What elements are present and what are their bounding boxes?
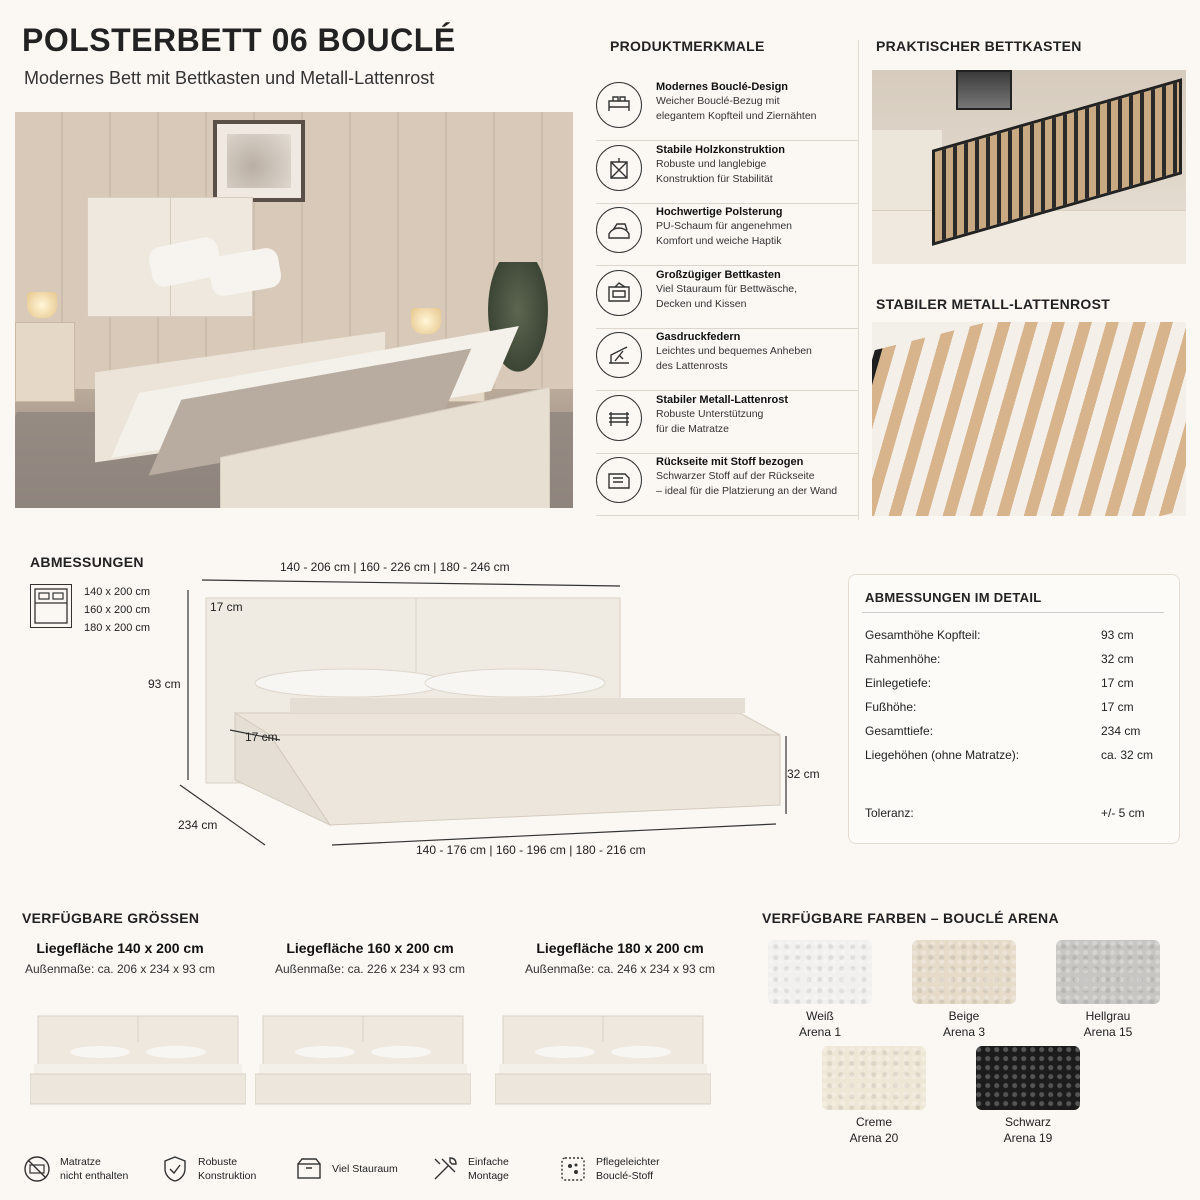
feature-item [596, 393, 858, 449]
detail-value: ca. 32 cm [1101, 748, 1154, 762]
storage-box-icon [596, 270, 642, 316]
feature-item [596, 205, 858, 261]
bettkasten-heading: PRAKTISCHER BETTKASTEN [876, 38, 1082, 54]
feature-text [656, 268, 797, 312]
color-swatch[interactable] [912, 940, 1016, 1004]
sizes-heading: VERFÜGBARE GRÖSSEN [22, 910, 200, 926]
feature-desc-line: Viel Stauraum für Bettwäsche, [656, 282, 798, 295]
footer-item [22, 1154, 128, 1184]
lattenrost-heading: STABILER METALL-LATTENROST [876, 296, 1111, 312]
feature-item [596, 268, 858, 324]
box-icon [294, 1154, 324, 1184]
feature-desc-line: Komfort und weiche Haptik [656, 235, 782, 247]
feature-text [656, 205, 792, 249]
detail-row [865, 676, 1165, 690]
feature-desc-line: Robuste Unterstützung [656, 407, 764, 420]
feature-text [656, 330, 812, 374]
size-title: Liegefläche 140 x 200 cm [36, 940, 204, 956]
color-name: Schwarz [1004, 1115, 1051, 1129]
size-outer-dims: Außenmaße: ca. 246 x 234 x 93 cm [524, 962, 716, 976]
size-outer-dims: Außenmaße: ca. 206 x 234 x 93 cm [24, 962, 216, 976]
feature-desc-line: für die Matratze [656, 422, 729, 435]
feature-title: Stabiler Metall-Lattenrost [656, 393, 789, 406]
detail-label: Rahmenhöhe: [865, 652, 941, 666]
feature-title: Modernes Bouclé-Design [656, 81, 789, 93]
feature-item [596, 330, 858, 386]
detail-row [865, 748, 1165, 762]
detail-row [865, 652, 1165, 666]
features-heading: PRODUKTMERKMALE [610, 38, 765, 54]
color-label [750, 1008, 890, 1040]
depth-label: 234 cm [178, 818, 218, 832]
color-code: Arena 15 [1083, 1025, 1133, 1039]
size-card [505, 940, 735, 976]
feature-text [656, 455, 837, 499]
feature-text [656, 80, 817, 124]
frame-height-label: 32 cm [787, 767, 820, 781]
feature-title: Hochwertige Polsterung [656, 206, 783, 218]
bed-design-icon [596, 82, 642, 128]
dimension-size-list [84, 583, 150, 637]
gas-spring-icon [596, 332, 642, 378]
size-bed-image [255, 1012, 471, 1106]
size-title: Liegefläche 160 x 200 cm [286, 940, 454, 956]
fabric-icon [558, 1154, 588, 1184]
color-label [804, 1114, 944, 1146]
feature-desc-line: Decken und Kissen [656, 297, 747, 310]
feature-desc-line: Konstruktion für Stabilität [656, 172, 773, 185]
color-name: Weiß [806, 1009, 834, 1023]
detail-heading: ABMESSUNGEN IM DETAIL [865, 590, 1042, 605]
lattenrost-photo [872, 322, 1186, 516]
bed-size-icon [30, 584, 72, 628]
color-code: Arena 1 [798, 1025, 842, 1039]
footer-item [430, 1154, 509, 1184]
feature-item [596, 80, 858, 136]
detail-row [865, 724, 1165, 738]
size-bed-image [495, 1012, 711, 1106]
color-swatch[interactable] [1056, 940, 1160, 1004]
footer-text: Einfache Montage [468, 1156, 509, 1182]
feature-desc-line: Schwarzer Stoff auf der Rückseite [656, 470, 815, 482]
no-mattress-icon [22, 1154, 52, 1184]
color-name: Beige [948, 1009, 980, 1023]
detail-value: 32 cm [1101, 652, 1134, 666]
feature-title: Rückseite mit Stoff bezogen [656, 456, 804, 468]
tools-icon [430, 1154, 460, 1184]
detail-value: 17 cm [1101, 700, 1134, 714]
color-swatch[interactable] [976, 1046, 1080, 1110]
detail-label: Gesamthöhe Kopfteil: [865, 628, 981, 642]
detail-value: 93 cm [1101, 628, 1134, 642]
slatted-frame-icon [596, 395, 642, 441]
bettkasten-photo [872, 70, 1186, 264]
feature-desc-line: PU-Schaum für angenehmen [656, 220, 792, 232]
footer-text: Pflegeleichter Bouclé-Stoff [596, 1156, 660, 1182]
size-item: 160 x 200 cm [84, 604, 151, 616]
detail-row [865, 628, 1165, 642]
size-item: 140 x 200 cm [84, 586, 151, 598]
divider [858, 40, 859, 520]
detail-label: Gesamttiefe: [865, 724, 934, 738]
bottom-width-label: 140 - 176 cm | 160 - 196 cm | 180 - 216 cm [416, 843, 646, 857]
detail-label: Liegehöhen (ohne Matratze): [865, 748, 1020, 762]
cushion-icon [596, 207, 642, 253]
detail-value: 234 cm [1101, 724, 1141, 738]
color-code: Arena 3 [942, 1025, 986, 1039]
feature-title: Gasdruckfedern [656, 331, 741, 343]
feature-title: Stabile Holzkonstruktion [656, 143, 785, 156]
color-swatch[interactable] [822, 1046, 926, 1110]
size-title: Liegefläche 180 x 200 cm [536, 940, 704, 956]
feature-desc-line: elegantem Kopfteil und Ziernähten [656, 110, 817, 122]
footer-item [160, 1154, 256, 1184]
size-card [255, 940, 485, 976]
color-name: Creme [855, 1115, 892, 1129]
color-label [1038, 1008, 1178, 1040]
feature-text [656, 143, 785, 187]
feature-item [596, 455, 858, 511]
detail-row [865, 700, 1165, 714]
height-label: 93 cm [148, 677, 181, 691]
shield-check-icon [160, 1154, 190, 1184]
color-label [958, 1114, 1098, 1146]
colors-heading: VERFÜGBARE FARBEN – BOUCLÉ ARENA [762, 910, 1059, 926]
color-name: Hellgrau [1085, 1009, 1131, 1023]
feature-desc-line: Weicher Bouclé-Bezug mit [656, 95, 780, 107]
feature-text [656, 393, 788, 437]
feature-desc-line: – ideal für die Platzierung an der Wand [656, 485, 838, 497]
size-item: 180 x 200 cm [84, 622, 151, 634]
footer-item [294, 1154, 398, 1184]
color-code: Arena 20 [849, 1131, 899, 1145]
size-card [5, 940, 235, 976]
footer-text: Robuste Konstruktion [198, 1156, 257, 1182]
wood-frame-icon [596, 145, 642, 191]
feature-item [596, 143, 858, 199]
size-outer-dims: Außenmaße: ca. 226 x 234 x 93 cm [274, 962, 466, 976]
detail-value: 17 cm [1101, 676, 1134, 690]
tolerance-row [865, 806, 1165, 820]
color-code: Arena 19 [1003, 1131, 1053, 1145]
color-label [894, 1008, 1034, 1040]
dimension-lines [170, 560, 810, 870]
detail-divider [862, 612, 1164, 613]
footer-text: Viel Stauraum [332, 1163, 398, 1175]
color-swatch[interactable] [768, 940, 872, 1004]
detail-label: Fußhöhe: [865, 700, 917, 714]
tolerance-value: +/- 5 cm [1101, 806, 1145, 820]
page-subtitle: Modernes Bett mit Bettkasten und Metall-Lattenrost [24, 68, 435, 88]
size-bed-image [30, 1012, 246, 1106]
fabric-back-icon [596, 457, 642, 503]
feature-desc-line: Leichtes und bequemes Anheben [656, 345, 812, 357]
top-width-label: 140 - 206 cm | 160 - 226 cm | 180 - 246 cm [280, 560, 510, 574]
feature-desc-line: des Lattenrosts [656, 360, 728, 372]
headboard-depth-label: 17 cm [210, 600, 243, 614]
hero-bedroom-photo [15, 112, 573, 508]
detail-label: Einlegetiefe: [865, 676, 932, 690]
tolerance-label: Toleranz: [865, 806, 914, 820]
footer-item [558, 1154, 660, 1184]
footer-text: Matratze nicht enthalten [60, 1156, 129, 1182]
side-width-label: 17 cm [245, 730, 278, 744]
feature-desc-line: Robuste und langlebige [656, 157, 767, 170]
page-title: POLSTERBETT 06 BOUCLÉ [22, 22, 456, 58]
feature-title: Großzügiger Bettkasten [656, 268, 781, 281]
dimensions-heading: ABMESSUNGEN [30, 554, 144, 570]
